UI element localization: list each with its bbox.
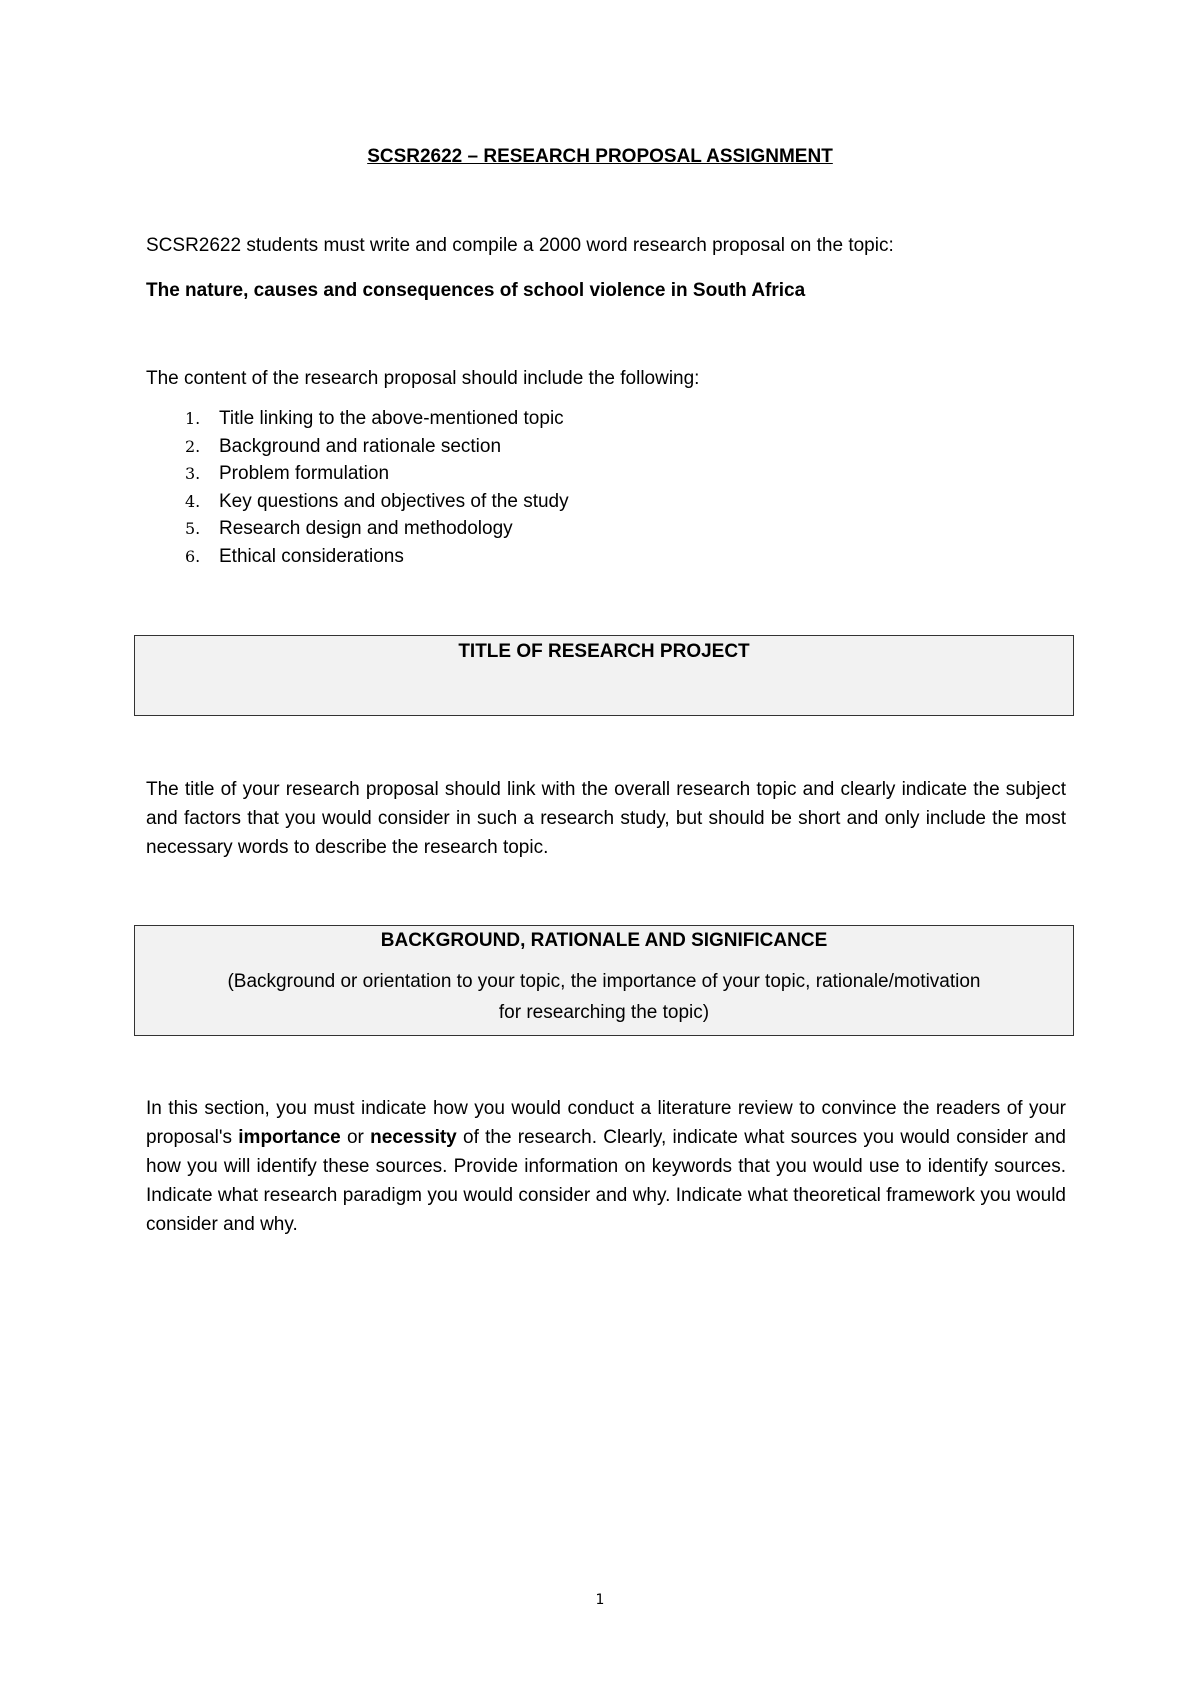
emphasis-necessity: necessity: [370, 1127, 457, 1148]
title-section-box: [134, 635, 1074, 716]
list-item-text: Research design and methodology: [219, 518, 513, 540]
list-item-number: 6.: [185, 546, 201, 566]
list-item: [146, 460, 569, 488]
intro-text: SCSR2622 students must write and compile a 2000 word research proposal on the topic:: [146, 235, 894, 256]
list-item-text: Ethical considerations: [219, 545, 404, 567]
list-item: [146, 433, 569, 461]
background-guidance-paragraph: [146, 1094, 1066, 1239]
list-item: [146, 405, 569, 433]
paragraph-text: of the research. Clearly, indicate what sources you would consider and how you will identify these sources. Provide information on keywords that you would use to identify sources. Indicate what research paradigm you would consider and why. Indicate what theoretical framework you would consider and why.: [146, 1127, 1067, 1235]
title-section-heading: TITLE OF RESEARCH PROJECT: [458, 641, 750, 662]
background-section-heading: BACKGROUND, RATIONALE AND SIGNIFICANCE: [380, 930, 828, 951]
background-section-subtitle-line2: for researching the topic): [498, 1002, 710, 1023]
document-title: SCSR2622 – RESEARCH PROPOSAL ASSIGNMENT: [367, 146, 833, 167]
emphasis-importance: importance: [238, 1127, 341, 1148]
paragraph-text: In this section, you must indicate how you would conduct a literature review to convince the readers of your proposal's: [146, 1098, 1066, 1148]
list-item-number: 4.: [185, 491, 201, 511]
list-item-number: 2.: [185, 436, 201, 456]
list-item-number: 3.: [185, 464, 201, 484]
background-section-box: [134, 925, 1074, 1036]
list-item-text: Key questions and objectives of the study: [219, 490, 569, 512]
list-item-text: Background and rationale section: [219, 435, 502, 457]
list-item: [146, 543, 569, 571]
page-number: 1: [595, 1592, 605, 1608]
list-item: [146, 488, 569, 516]
content-intro-text: The content of the research proposal should include the following:: [146, 368, 700, 389]
topic-text: The nature, causes and consequences of school violence in South Africa: [146, 280, 806, 301]
list-item-text: Title linking to the above-mentioned topic: [219, 408, 564, 429]
background-section-subtitle-line1: (Background or orientation to your topic, the importance of your topic, rationale/motivation: [227, 971, 981, 992]
list-item: [146, 515, 569, 543]
list-item-number: 1.: [185, 409, 201, 428]
title-guidance-paragraph: The title of your research proposal should link with the overall research topic and clearly indicate the subject and factors that you would consider in such a research study, but should be short and only include the most necessary words to describe the research topic.: [146, 779, 1066, 858]
requirements-list: [146, 405, 569, 571]
list-item-text: Problem formulation: [219, 463, 390, 485]
paragraph-text: or: [340, 1127, 371, 1148]
list-item-number: 5.: [185, 519, 201, 539]
